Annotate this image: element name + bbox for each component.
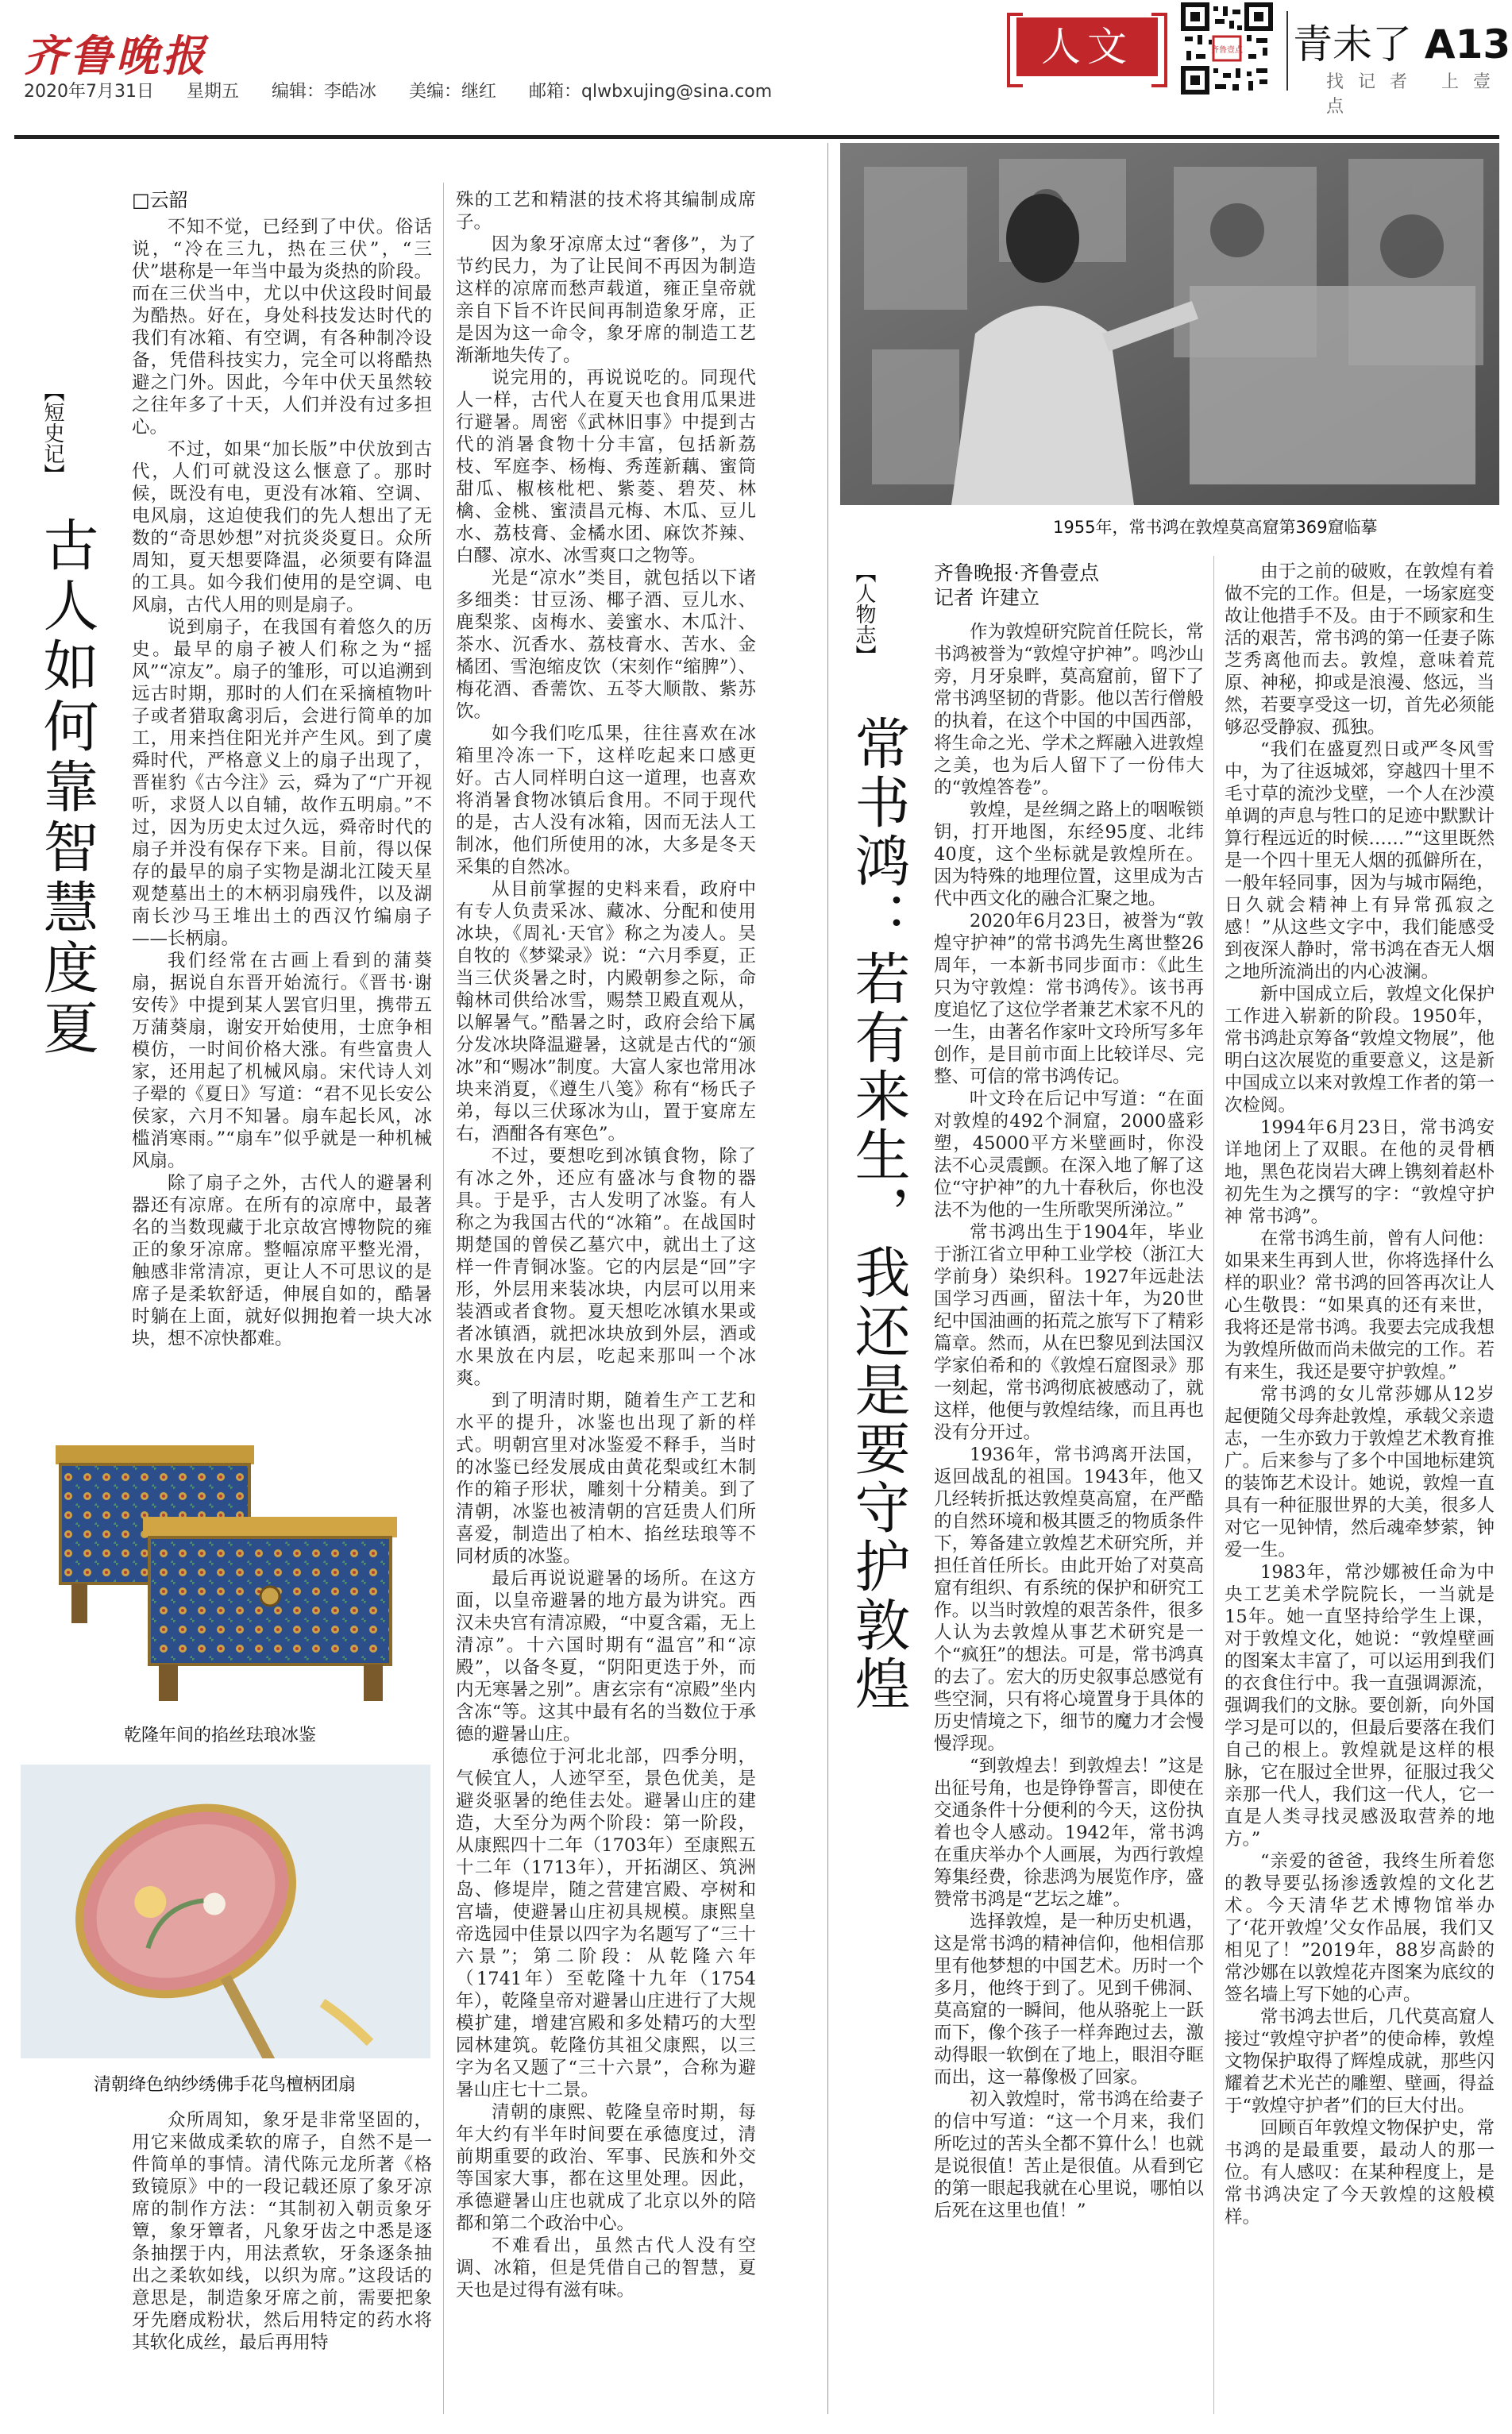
- paragraph: 因为象牙凉席太过“奢侈”，为了节约民力，为了让民间不再因为制造这样的凉席而愁声载道，雍正皇帝就亲自下旨不许民间再制造象牙席，正是因为这一命令，象牙席的制造工艺渐渐地失传了。: [456, 234, 756, 366]
- paragraph: 敦煌，是丝绸之路上的咽喉锁钥，打开地图，东经95度、北纬40度，这个坐标就是敦煌所在。因为特殊的地理位置，这里成为古代中西文化的融合汇聚之地。: [934, 800, 1204, 909]
- paragraph: 1983年，常沙娜被任命为中央工艺美术学院院长，一当就是15年。她一直坚持给学生上课，对于敦煌文化，她说：“敦煌壁画的图案太丰富了，可以运用到我们的衣食住行中。我一直强调源流，强调我们的文脉。要创新，向外国学习是可以的，但最后要落在我们自己的根上。敦煌就是这样的根脉，它在服过全世界，征服过我父亲那一代人，我们这一代人，它一直是人类寻找灵感汲取营养的地方。”: [1225, 1562, 1495, 1850]
- article1-column-1-continued: [132, 2109, 432, 2354]
- paragraph: 选择敦煌，是一种历史机遇，这是常书鸿的精神信仰，他相信那里有他梦想的中国艺术。历时一个多月，他终于到了。见到千佛洞、莫高窟的一瞬间，他从骆驼上一跃而下，像个孩子一样奔跑过去，激动得眼一软倒在了地上，眼泪夺眶而出，这一幕像极了回家。: [934, 1911, 1204, 2088]
- section-label: 人文: [1016, 17, 1158, 76]
- byline: [934, 561, 1204, 610]
- article2-column-1: [934, 561, 1204, 2222]
- editor-credit: 编辑：李皓冰: [272, 82, 377, 102]
- paragraph: 1936年，常书鸿离开法国，返回战乱的祖国。1943年，他又几经转折抵达敦煌莫高窟，在严酷的自然环境和极其匮乏的物质条件下，筹备建立敦煌艺术研究所，并担任首任所长。由此开始了对莫高窟有组织、有系统的保护和研究工作。以当时敦煌的艰苦条件，很多人认为去敦煌从事艺术研究是一个“疯狂”的想法。可是，常书鸿真的去了。宏大的历史叙事总感觉有些空洞，只有将心境置身于具体的历史情境之下，细节的魔力才会慢慢浮现。: [934, 1445, 1204, 1754]
- paragraph: “到敦煌去！到敦煌去！”这是出征号角，也是铮铮誓言，即使在交通条件十分便利的今天，这份执着也令人感动。1942年，常书鸿在重庆举办个人画展，为西行敦煌筹集经费，徐悲鸿为展览作序，盛赞常书鸿是“艺坛之雄”。: [934, 1756, 1204, 1910]
- paragraph: 光是“凉水”类目，就包括以下诸多细类：甘豆汤、椰子酒、豆儿水、鹿梨浆、卤梅水、姜蜜水、木瓜汁、茶水、沉香水、荔枝膏水、苦水、金橘团、雪泡缩皮饮（宋刻作“缩脾”）、梅花酒、香薷饮、五苓大顺散、紫苏饮。: [456, 568, 756, 722]
- bracket-right: [1151, 13, 1167, 87]
- masthead-divider: [1286, 11, 1288, 91]
- paragraph: 初入敦煌时，常书鸿在给妻子的信中写道：“这一个月来，我们所吃过的苦头全都不算什么！也就是说很值！苦止是很值。从看到它的第一眼起我就在心里说，哪怕以后死在这里也值！”: [934, 2089, 1204, 2221]
- paragraph: 最后再说说避暑的场所。在这方面，以皇帝避暑的地方最为讲究。西汉未央宫有清凉殿，“中夏含霜，无上清凉”。十六国时期有“温宫”和“凉殿”，以备冬夏，“阴阳更迭于外，而内无寒暑之别”。唐玄宗有“凉殿”坐内含冻“等。这其中最有名的当数位于承德的避暑山庄。: [456, 1568, 756, 1745]
- qr-center-label: 齐鲁壹点: [1211, 46, 1243, 55]
- changshuhong-photo: [840, 143, 1499, 505]
- newspaper-logo: 齐鲁晚报: [24, 30, 208, 81]
- paragraph: 叶文玲在后记中写道：“在面对敦煌的492个洞窟，2000盛彩塑，45000平方米壁画时，你没法不心灵震颤。在深入地了解了这位“守护神”的九十春秋后，你也没法不为他的一生所歌哭所涕泣。”: [934, 1089, 1204, 1221]
- paragraph: 在常书鸿生前，曾有人问他：如果来生再到人世，你将选择什么样的职业？常书鸿的回答再次让人心生敬畏：“如果真的还有来世，我将还是常书鸿。我要去完成我想为敦煌所做而尚未做完的工作。若有来生，我还是要守护敦煌。”: [1225, 1229, 1495, 1383]
- article1-column-1: [132, 189, 432, 1350]
- headline: 常书鸿：若有来生，我还是要守护敦煌: [846, 715, 911, 1714]
- article2-column-2: [1225, 561, 1495, 2228]
- author-byline: □云韶: [132, 189, 188, 211]
- paragraph: 殊的工艺和精湛的技术将其编制成席子。: [456, 190, 756, 233]
- qr-code-icon[interactable]: [1180, 2, 1274, 95]
- column-tag: 【短史记】: [40, 381, 64, 484]
- paragraph: 如今我们吃瓜果，往往喜欢在冰箱里冷冻一下，这样吃起来口感更好。古人同样明白这一道理，也喜欢将消暑食物冰镇后食用。不同于现代的是，古人没有冰箱，因而无法人工制冰，他们所使用的冰，大多是冬天采集的自然冰。: [456, 723, 756, 878]
- article-divider: [827, 143, 828, 2414]
- paragraph: 不知不觉，已经到了中伏。俗话说，“冷在三九，热在三伏”，“三伏”堪称是一年当中最为炎热的阶段。而在三伏当中，尤以中伏这段时间最为酷热。好在，身处科技发达时代的我们有冰箱、有空调，有各种制冷设备，凭借科技实力，完全可以将酷热避之门外。因此，今年中伏天虽然较之往年多了十天，人们并没有过多担心。: [132, 217, 432, 438]
- paragraph: 除了扇子之外，古代人的避暑利器还有凉席。在所有的凉席中，最著名的当数现藏于北京故宫博物院的雍正的象牙凉席。整幅凉席平整光滑，触感非常清凉，更让人不可思议的是席子是柔软舒适，伸展自如的，酷暑时躺在上面，就好似拥抱着一块大冰块，想不凉快都难。: [132, 1173, 432, 1349]
- paragraph: 1994年6月23日，常书鸿安详地闭上了双眼。在他的灵骨栖地，黑色花岗岩大碑上镌刻着赵朴初先生为之撰写的字：“敦煌守护神 常书鸿”。: [1225, 1117, 1495, 1227]
- paragraph: 回顾百年敦煌文物保护史，常书鸿的是最重要，最动人的那一位。有人感叹：在某种程度上，是常书鸿决定了今天敦煌的这般模样。: [1225, 2118, 1495, 2228]
- masthead-rule: [14, 135, 1499, 139]
- qr-code-graphic: [1180, 2, 1274, 95]
- column-divider: [1213, 556, 1214, 2414]
- ice-chest-illustration: [40, 1429, 434, 1707]
- paragraph: 不过，如果“加长版”中伏放到古代，人们可就没这么惬意了。那时候，既没有电，更没有冰箱、空调、电风扇，这迫使我们的先人想出了无数的“奇思妙想”对抗炎炎夏日。众所周知，夏天想要降温，必须要有降温的工具。如今我们使用的是空调、电风扇，古代人用的则是扇子。: [132, 439, 432, 615]
- paragraph: “我们在盛夏烈日或严冬风雪中，为了往返城郊，穿越四十里不毛寸草的流沙戈壁，一个人在沙漠单调的声息与牲口的足迹中默默计算行程远近的时候……”“这里既然是一个四十里无人烟的孤僻所在，一般年轻同事，因为与城市隔绝，日久就会精神上有异常孤寂之感！”从这些文字中，我们能感受到夜深人静时，常书鸿在杳无人烟之地所流淌出的内心波澜。: [1225, 739, 1495, 982]
- page-title-prefix: 青未了: [1293, 21, 1412, 68]
- page-number: A13: [1424, 21, 1511, 68]
- mural-copying-photo: [840, 143, 1499, 505]
- editor-email[interactable]: 邮箱：qlwbxujing@sina.com: [529, 82, 773, 102]
- image-caption: 乾隆年间的掐丝珐琅冰鉴: [124, 1726, 317, 1745]
- paragraph: 我们经常在古画上看到的蒲葵扇，据说自东晋开始流行。《晋书·谢安传》中提到某人罢官归里，携带五万蒲葵扇，谢安开始使用，士庶争相模仿，一时间价格大涨。有些富贵人家，还用起了机械风扇。宋代诗人刘子翚的《夏日》写道：“君不见长安公侯家，六月不知暑。扇车起长风，冰槛消寒雨。”“扇车”似乎就是一种机械风扇。: [132, 951, 432, 1171]
- byline-reporter: 记者 许建立: [934, 586, 1040, 609]
- designer-credit: 美编：继红: [409, 82, 497, 102]
- paragraph: 从目前掌握的史料来看，政府中有专人负责采冰、藏冰、分配和使用冰块，《周礼·天官》称之为凌人。吴自牧的《梦粱录》说：“六月季夏，正当三伏炎暑之时，内殿朝参之际，命翰林司供给冰雪，赐禁卫殿直观从，以解暑气。”酷暑之时，政府会给下属分发冰块降温避暑，这就是古代的“颁冰”和“赐冰”制度。大富人家也常用冰块来消夏，《遵生八笺》称有“杨氏子弟，每以三伏琢冰为山，置于宴席左右，酒酣各有寒色”。: [456, 879, 756, 1144]
- paragraph: 由于之前的破败，在敦煌有着做不完的工作。但是，一场家庭变故让他措手不及。由于不顾家和生活的艰苦，常书鸿的第一任妻子陈芝秀离他而去。敦煌，意味着荒原、神秘，抑或是浪漫、悠远，当然，若要享受这一切，首先必须能够忍受静寂、孤独。: [1225, 561, 1495, 738]
- fan-photo: [21, 1765, 430, 2058]
- paragraph: 清朝的康熙、乾隆皇帝时期，每年大约有半年时间要在承德度过，清前期重要的政治、军事、民族和外交等国家大事，都在这里处理。因此，承德避暑山庄也就成了北京以外的陪都和第二个政治中心。: [456, 2102, 756, 2234]
- paragraph: 说完用的，再说说吃的。同现代人一样，古代人在夏天也食用瓜果进行避暑。周密《武林旧事》中提到古代的消暑食物十分丰富，包括新荔枝、军庭李、杨梅、秀莲新藕、蜜筒甜瓜、椒核枇杷、紫菱、碧芡、林檎、金桃、蜜渍昌元梅、木瓜、豆儿水、荔枝膏、金橘水团、麻饮芥辣、白醪、凉水、冰雪爽口之物等。: [456, 368, 756, 566]
- issue-weekday: 星期五: [186, 82, 239, 102]
- paragraph: 说到扇子，在我国有着悠久的历史。最早的扇子被人们称之为“摇风”“凉友”。扇子的雏形，可以追溯到远古时期，那时的人们在采摘植物叶子或者猎取禽羽后，会进行简单的加工，用来挡住阳光并产生风。到了虞舜时代，严格意义上的扇子出现了，晋崔豹《古今注》云，舜为了“广开视听，求贤人以自辅，故作五明扇。”不过，因为历史太过久远，舜帝时代的扇子并没有保存下来。目前，得以保存的最早的扇子实物是湖北江陵天星观楚墓出土的木柄羽扇残件，以及湖南长沙马王堆出土的西汉竹编扇子——长柄扇。: [132, 617, 432, 949]
- paragraph: 常书鸿的女儿常莎娜从12岁起便随父母奔赴敦煌，承载父亲遗志，一生亦致力于敦煌艺术教育推广。后来参与了多个中国地标建筑的装饰艺术设计。她说，敦煌一直具有一种征服世界的大美，很多人对它一见钟情，然后魂牵梦萦，钟爱一生。: [1225, 1384, 1495, 1560]
- image-caption: 清朝绛色纳纱绣佛手花鸟檀柄团扇: [94, 2075, 357, 2095]
- ice-chest-photo: [40, 1429, 434, 1707]
- headline: 古人如何靠智慧度夏: [34, 516, 99, 1059]
- paragraph: 2020年6月23日，被誉为“敦煌守护神”的常书鸿先生离世整26周年，一本新书同步面市：《此生只为守敦煌：常书鸿传》。该书再度追忆了这位学者兼艺术家不凡的一生，由著名作家叶文玲所写多年创作，是目前市面上比较详尽、完整、可信的常书鸿传记。: [934, 911, 1204, 1087]
- issue-date: 2020年7月31日: [24, 82, 154, 102]
- paragraph: 承德位于河北北部，四季分明，气候宜人，人迹罕至，景色优美，是避炎驱暑的绝佳去处。避暑山庄的建造，大至分为两个阶段：第一阶段，从康熙四十二年（1703年）至康熙五十二年（1713年），开拓湖区、筑洲岛、修堤岸，随之营建宫殿、亭树和宫墙，使避暑山庄初具规模。康熙皇帝选园中佳景以四字为名题写了“三十六景”；第二阶段：从乾隆六年（1741年）至乾隆十九年（1754年），乾隆皇帝对避暑山庄进行了大规模扩建，增建宫殿和多处精巧的大型园林建筑。乾隆仿其祖父康熙，以三字为名又题了“三十六景”，合称为避暑山庄七十二景。: [456, 1746, 756, 2100]
- paragraph: 常书鸿出生于1904年，毕业于浙江省立甲种工业学校（浙江大学前身）染织科。1927年远赴法国学习西画，留法十年，为20世纪中国油画的拓荒之旅写下了精彩篇章。然而，从在巴黎见到法国汉学家伯希和的《敦煌石窟图录》那一刻起，常书鸿彻底被感动了，就这样，他便与敦煌结缘，而且再也没有分开过。: [934, 1222, 1204, 1443]
- issue-info-line: [24, 78, 796, 102]
- photo-caption: 1955年，常书鸿在敦煌莫高窟第369窟临摹: [1053, 518, 1378, 537]
- paragraph: 常书鸿去世后，几代莫高窟人接过“敦煌守护者”的使命棒，敦煌文物保护取得了辉煌成就，那些闪耀着艺术光芒的雕塑、壁画，得益于“敦煌守护者”们的巨大付出。: [1225, 2007, 1495, 2116]
- page-title: [1293, 13, 1510, 70]
- column-tag: 【人物志】: [852, 562, 876, 665]
- paragraph: 不过，要想吃到冰镇食物，除了有冰之外，还应有盛冰与食物的器具。于是乎，古人发明了冰鉴。有人称之为我国古代的“冰箱”。在战国时期楚国的曾侯乙墓穴中，就出土了这样一件青铜冰鉴。它的内层是“回”字形，外层用来装冰块，内层可以用来装酒或者食物。夏天想吃冰镇水果或者冰镇酒，就把冰块放到外层，酒或水果放在内层，吃起来那叫一个冰爽。: [456, 1146, 756, 1389]
- page-subtitle: 找记者 上壹点: [1326, 72, 1505, 117]
- fan-illustration: [21, 1765, 430, 2058]
- paragraph: 众所周知，象牙是非常坚固的，用它来做成柔软的席子，自然不是一件简单的事情。清代陈元龙所著《格致镜原》中的一段记载还原了象牙凉席的制作方法：“其制初入朝贡象牙簟，象牙簟者，凡象牙齿之中悉是逐条抽摆于内，用法煮软，牙条逐条抽出之柔软如线，以织为席。”这段话的意思是，制造象牙席之前，需要把象牙先磨成粉状，然后用特定的药水将其软化成丝，最后再用特: [132, 2110, 432, 2353]
- column-divider: [443, 183, 444, 2414]
- paragraph: 到了明清时期，随着生产工艺和水平的提升，冰鉴也出现了新的样式。明朝宫里对冰鉴爱不释手，当时的冰鉴已经发展成由黄花梨或红木制作的箱子形状，雕刻十分精美。到了清朝，冰鉴也被清朝的宫廷贵人们所喜爱，制造出了柏木、掐丝珐琅等不同材质的冰鉴。: [456, 1391, 756, 1567]
- article1-column-2: [456, 189, 756, 2301]
- paragraph: “亲爱的爸爸，我终生所着您的教导要弘扬渗透敦煌的文化艺术。今天清华艺术博物馆举办了‘花开敦煌’父女作品展，我们又相见了！”2019年，88岁高龄的常沙娜在以敦煌花卉图案为底纹的签名墙上写下她的心声。: [1225, 1851, 1495, 2005]
- section-tab: [1007, 0, 1167, 95]
- paragraph: 不难看出，虽然古代人没有空调、冰箱，但是凭借自己的智慧，夏天也是过得有滋有味。: [456, 2235, 756, 2301]
- paragraph: 作为敦煌研究院首任院长，常书鸿被誉为“敦煌守护神”。鸣沙山旁，月牙泉畔，莫高窟前，留下了常书鸿坚韧的背影。他以苦行僧般的执着，在这个中国的中国西部，将生命之光、学术之辉融入进敦煌之美，也为后人留下了一份伟大的“敦煌答卷”。: [934, 622, 1204, 798]
- byline-outlet: 齐鲁晚报·齐鲁壹点: [934, 561, 1099, 584]
- paragraph: 新中国成立后，敦煌文化保护工作进入崭新的阶段。1950年，常书鸿赴京筹备“敦煌文物展”，他明白这次展览的重要意义，这是新中国成立以来对敦煌工作者的第一次检阅。: [1225, 984, 1495, 1116]
